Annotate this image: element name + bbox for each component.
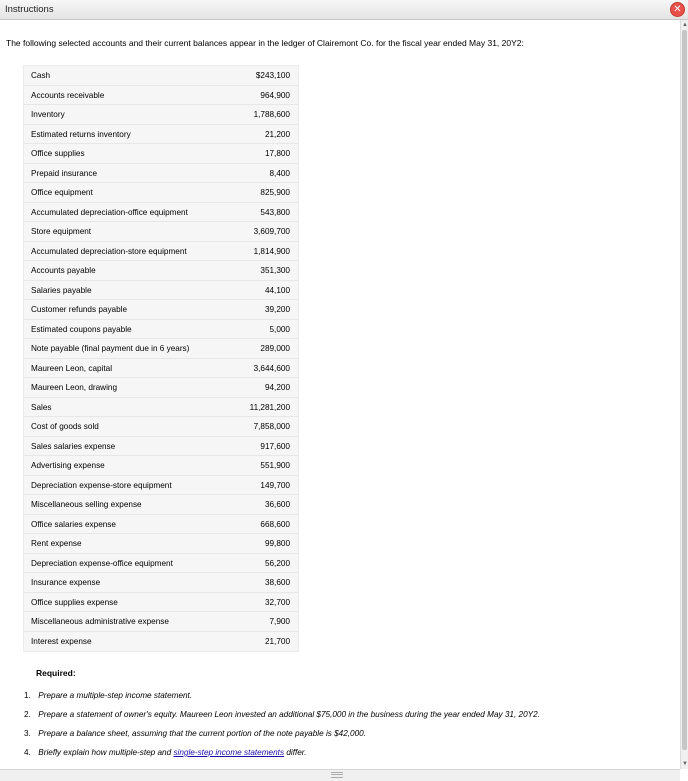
account-name: Office equipment — [31, 188, 93, 197]
account-balance: 36,600 — [264, 500, 290, 509]
ledger-row — [24, 554, 298, 574]
ledger-row — [24, 437, 298, 457]
ledger-row — [24, 203, 298, 223]
ledger-row — [24, 66, 298, 86]
account-balance: 668,600 — [260, 519, 290, 529]
requirement-number: 2. — [24, 710, 31, 719]
resize-grip-icon[interactable] — [331, 772, 343, 778]
account-name: Maureen Leon, drawing — [31, 383, 118, 392]
account-name: Miscellaneous selling expense — [31, 500, 142, 509]
account-name: Accounts receivable — [31, 90, 105, 100]
account-balance: 21,700 — [264, 636, 290, 646]
ledger-row — [24, 339, 298, 359]
account-name: Depreciation expense-store equipment — [31, 480, 172, 490]
ledger-row — [24, 359, 298, 379]
ledger-row — [24, 261, 298, 281]
window-title: Instructions — [5, 4, 54, 15]
ledger-row — [24, 495, 298, 515]
account-balance: 8,400 — [269, 168, 290, 178]
account-name: Estimated returns inventory — [31, 129, 131, 139]
account-name: Accumulated depreciation-store equipment — [31, 246, 187, 256]
close-icon[interactable]: ✕ — [670, 2, 685, 17]
ledger-row — [24, 242, 298, 262]
required-heading: Required: — [36, 668, 76, 678]
account-name: Inventory — [31, 110, 65, 119]
scroll-up-icon[interactable]: ▲ — [682, 22, 688, 28]
account-name: Cost of goods sold — [31, 422, 99, 431]
account-balance: 32,700 — [264, 597, 290, 607]
ledger-row — [24, 632, 298, 652]
resize-bar[interactable] — [0, 769, 680, 781]
account-name: Customer refunds payable — [31, 305, 128, 314]
account-name: Office supplies expense — [31, 597, 118, 607]
requirement-item — [24, 724, 540, 743]
requirement-text: Prepare a balance sheet, assuming that the current portion of the note payable is $42,000. — [38, 729, 366, 738]
account-name: Sales salaries expense — [31, 441, 116, 451]
single-step-income-statements-link[interactable]: single-step income statements — [173, 748, 285, 757]
ledger-row — [24, 281, 298, 301]
account-name: Prepaid insurance — [31, 168, 97, 178]
ledger-row — [24, 534, 298, 554]
account-balance: 3,609,700 — [253, 227, 290, 236]
account-name: Note payable (final payment due in 6 years) — [31, 344, 190, 353]
instructions-content — [0, 20, 680, 769]
account-balance: 38,600 — [264, 578, 290, 587]
account-name: Salaries payable — [31, 285, 92, 295]
requirement-item — [24, 705, 540, 724]
account-balance: 99,800 — [264, 539, 290, 548]
ledger-row — [24, 125, 298, 145]
account-name: Store equipment — [31, 227, 92, 236]
account-balance: 56,200 — [264, 558, 290, 568]
account-name: Depreciation expense-office equipment — [31, 558, 173, 568]
account-balance: 3,644,600 — [253, 363, 290, 373]
ledger-row — [24, 222, 298, 242]
scroll-down-icon[interactable]: ▼ — [682, 761, 688, 767]
ledger-row — [24, 417, 298, 437]
account-balance: 17,800 — [264, 149, 290, 158]
account-name: Maureen Leon, capital — [31, 363, 113, 373]
account-balance: 1,788,600 — [253, 110, 290, 119]
account-balance: 543,800 — [260, 207, 290, 217]
account-balance: 21,200 — [264, 129, 290, 139]
ledger-row — [24, 183, 298, 203]
ledger-row — [24, 573, 298, 593]
ledger-row — [24, 164, 298, 184]
account-balance: $243,100 — [255, 71, 290, 80]
ledger-row — [24, 398, 298, 418]
account-name: Insurance expense — [31, 578, 101, 587]
account-name: Miscellaneous administrative expense — [31, 617, 169, 626]
requirement-number: 1. — [24, 691, 31, 700]
ledger-row — [24, 320, 298, 340]
ledger-row — [24, 144, 298, 164]
ledger-row — [24, 300, 298, 320]
account-balance: 351,300 — [260, 266, 290, 275]
account-balance: 5,000 — [269, 324, 290, 334]
account-name: Office salaries expense — [31, 519, 116, 529]
account-balance: 825,900 — [260, 188, 290, 197]
account-name: Office supplies — [31, 149, 85, 158]
account-name: Interest expense — [31, 636, 92, 646]
title-bar — [0, 0, 688, 20]
account-balance: 44,100 — [264, 285, 290, 295]
ledger-row — [24, 86, 298, 106]
requirement-number: 4. — [24, 748, 31, 757]
account-name: Rent expense — [31, 539, 82, 548]
account-balance: 7,900 — [269, 617, 290, 626]
account-balance: 7,858,000 — [253, 422, 290, 431]
account-name: Cash — [31, 71, 51, 80]
account-balance: 289,000 — [260, 344, 290, 353]
account-balance: 917,600 — [260, 441, 290, 451]
requirement-number: 3. — [24, 729, 31, 738]
account-balance: 11,281,200 — [249, 402, 290, 412]
requirement-text: Briefly explain how multiple-step and — [38, 748, 174, 757]
requirements-list — [24, 686, 540, 762]
intro-text: The following selected accounts and their current balances appear in the ledger of Clairemont Co. for the fiscal year ended May 31, 20Y2: — [6, 38, 524, 48]
account-name: Sales — [31, 402, 52, 412]
account-name: Accumulated depreciation-office equipment — [31, 207, 188, 217]
account-balance: 551,900 — [260, 461, 290, 470]
requirement-item — [24, 686, 540, 705]
account-balance: 964,900 — [260, 90, 290, 100]
account-name: Estimated coupons payable — [31, 324, 132, 334]
requirement-item — [24, 743, 540, 762]
ledger-row — [24, 593, 298, 613]
account-balance: 1,814,900 — [253, 246, 290, 256]
ledger-row — [24, 378, 298, 398]
account-name: Advertising expense — [31, 461, 105, 470]
ledger-row — [24, 105, 298, 125]
requirement-text: Prepare a multiple-step income statement. — [38, 691, 193, 700]
requirement-text: Prepare a statement of owner's equity. Maureen Leon invested an additional $75,000 in the business during the year ended May 31, 20Y2. — [38, 710, 540, 719]
ledger-row — [24, 515, 298, 535]
account-balance: 39,200 — [264, 305, 290, 314]
requirement-text: differ. — [284, 748, 307, 757]
ledger-row — [24, 612, 298, 632]
account-balance: 149,700 — [260, 480, 290, 490]
ledger-table — [23, 65, 299, 652]
ledger-row — [24, 476, 298, 496]
account-name: Accounts payable — [31, 266, 96, 275]
ledger-row — [24, 456, 298, 476]
account-balance: 94,200 — [264, 383, 290, 392]
vertical-scrollbar[interactable] — [680, 20, 688, 769]
scroll-thumb[interactable] — [682, 30, 687, 750]
